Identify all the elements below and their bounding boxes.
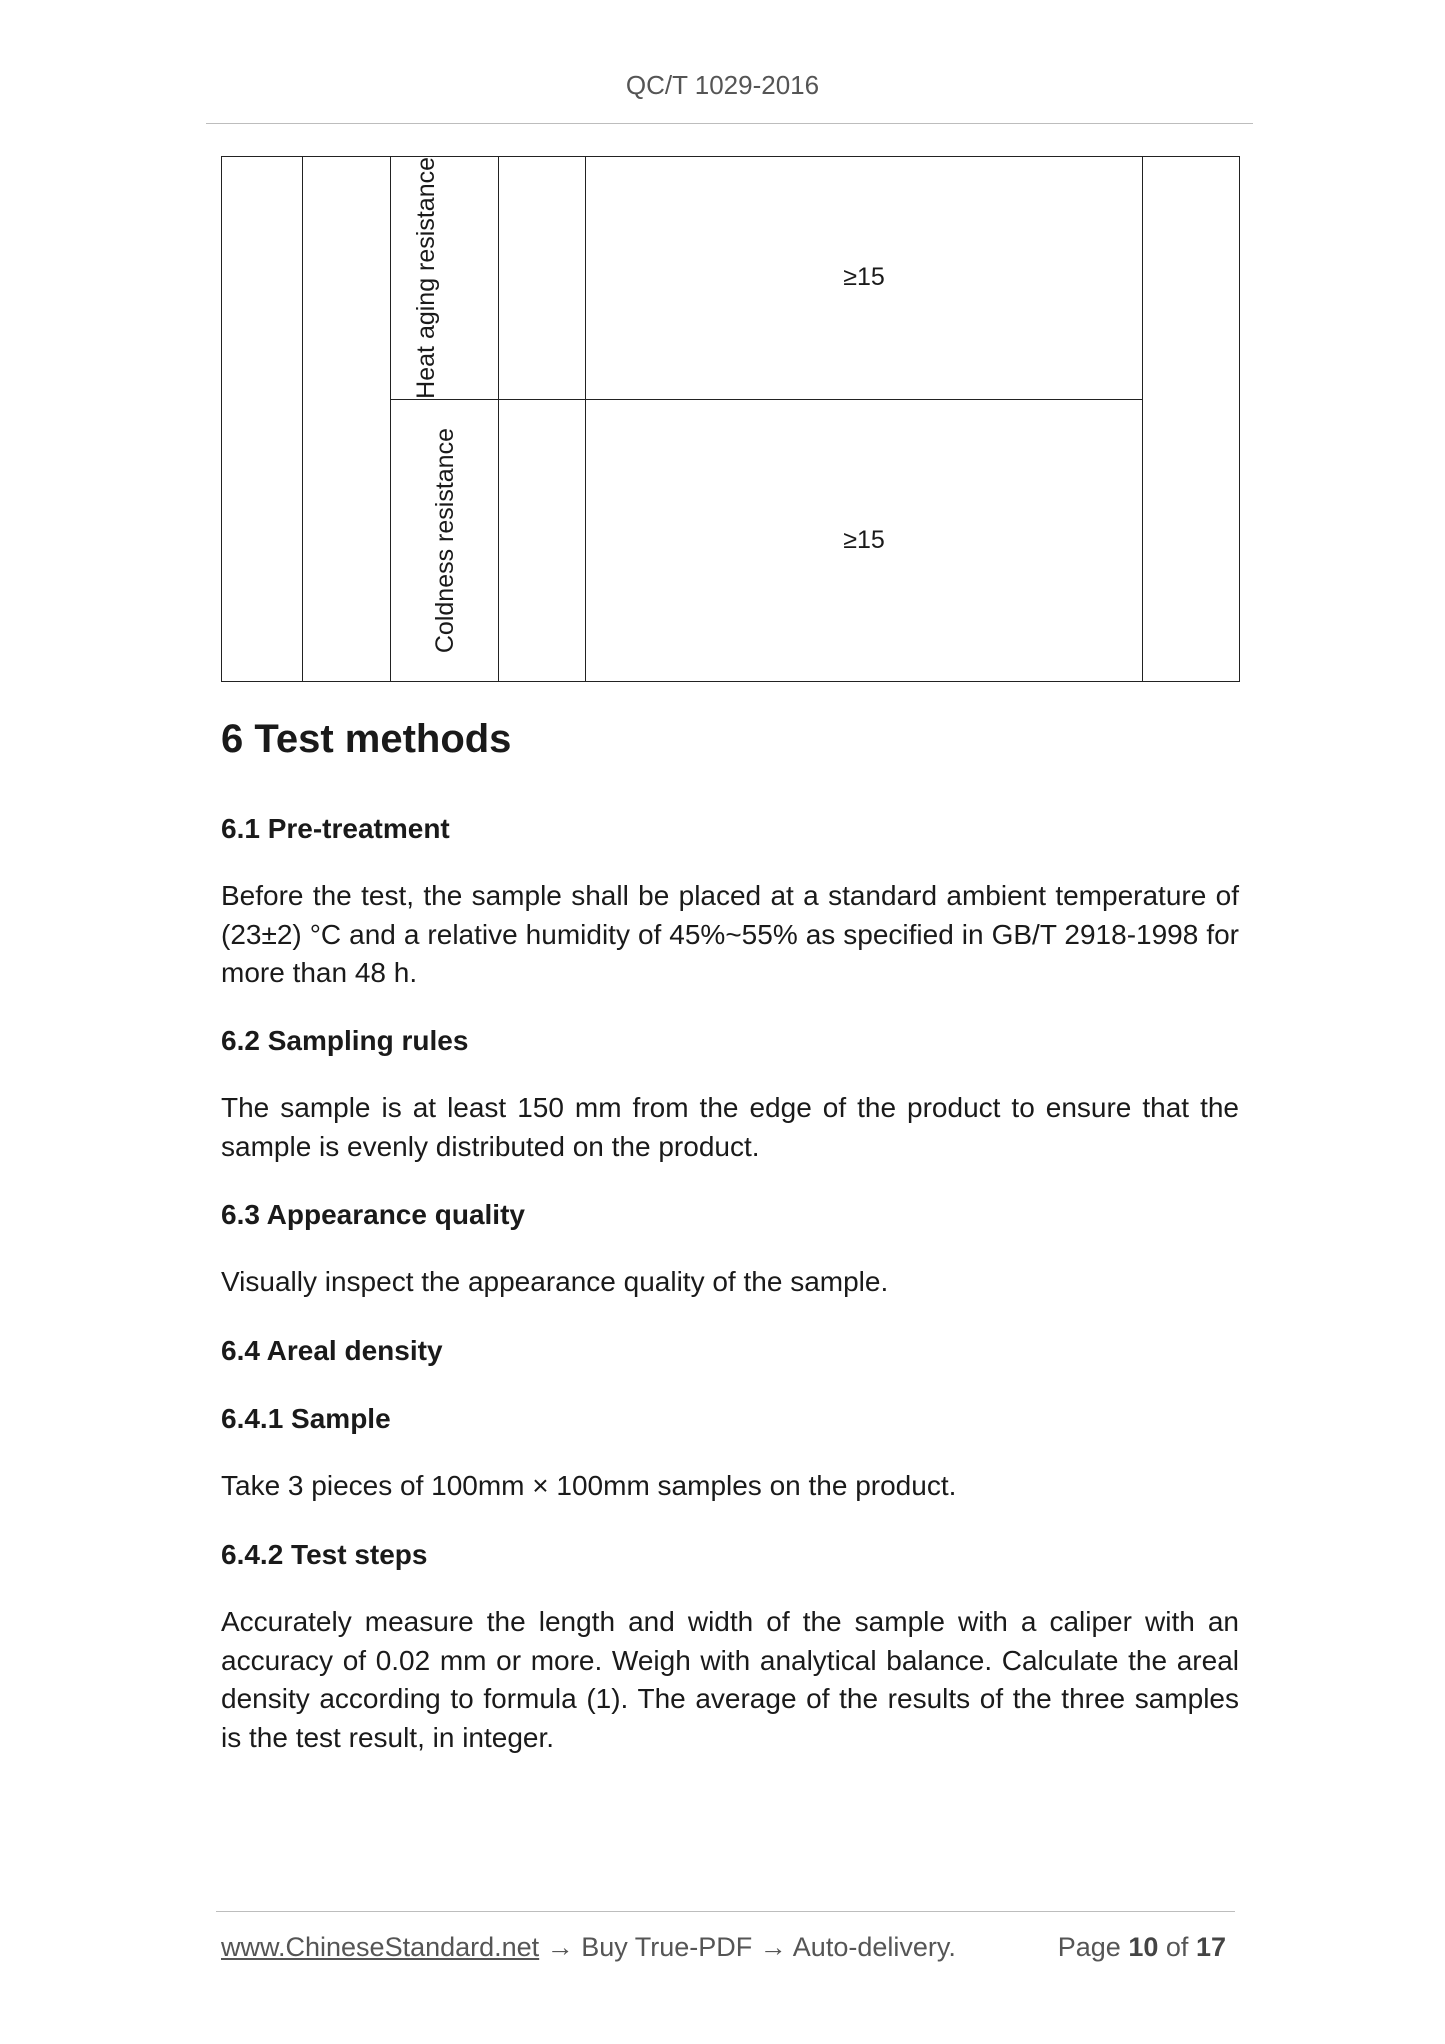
heading-6-4-1: 6.4.1 Sample: [221, 1403, 391, 1434]
table-cell-value: [586, 157, 1143, 400]
footer-site-link[interactable]: www.ChineseStandard.net: [221, 1932, 540, 1962]
footer-buy-text: Buy True-PDF: [581, 1932, 753, 1962]
header-divider: [206, 123, 1253, 124]
heading-6-2: 6.2 Sampling rules: [221, 1025, 469, 1056]
text-6-1: Before the test, the sample shall be placed at a standard ambient temperature of (23±2) °C and a relative humidity of 45%~55% as specified in GB/T 2918-1998 for more than 48 h.: [221, 880, 1239, 988]
page-current: 10: [1128, 1932, 1159, 1962]
page-of: of: [1165, 1932, 1189, 1962]
arrow-right-icon: →: [759, 1932, 787, 1962]
property-heat-aging: Heat aging resistance: [411, 157, 440, 399]
section-title: 6 Test methods: [221, 717, 512, 761]
page-label: Page: [1057, 1932, 1121, 1962]
heading-6-4: 6.4 Areal density: [221, 1335, 443, 1366]
arrow-right-icon: →: [546, 1932, 574, 1962]
value-coldness: ≥15: [843, 525, 885, 554]
text-6-4-2: Accurately measure the length and width of the sample with a caliper with an accuracy of 0.02 mm or more. Weigh with analytical balance. Calculate the areal density according to formula (1). The average of the results of the three samples is the test result, in integer.: [221, 1606, 1239, 1753]
page-indicator: [1058, 1932, 1226, 1963]
table-cell-property: [391, 399, 499, 681]
footer-delivery-text: Auto-delivery.: [792, 1932, 956, 1962]
spec-table: [221, 156, 1240, 682]
heading-6-3: 6.3 Appearance quality: [221, 1199, 525, 1230]
heading-6-4-2: 6.4.2 Test steps: [221, 1539, 428, 1570]
footer-promo: [221, 1932, 956, 1963]
footer-divider: [216, 1911, 1235, 1912]
table-cell-value: [586, 399, 1143, 681]
table-cell-empty: [222, 157, 303, 682]
table-cell-empty: [499, 399, 586, 681]
text-6-3: Visually inspect the appearance quality of the sample.: [221, 1266, 889, 1297]
table-cell-empty: [1143, 157, 1240, 682]
text-6-4-1: Take 3 pieces of 100mm × 100mm samples on the product.: [221, 1470, 957, 1501]
property-coldness: Coldness resistance: [430, 427, 459, 653]
value-heat-aging: ≥15: [843, 263, 885, 292]
header-doc-id: QC/T 1029-2016: [625, 70, 820, 100]
table-row: [222, 157, 1240, 400]
table-cell-empty: [303, 157, 391, 682]
table-cell-property: [391, 157, 499, 400]
heading-6-1: 6.1 Pre-treatment: [221, 813, 450, 844]
table-cell-empty: [499, 157, 586, 400]
page-total: 17: [1195, 1932, 1226, 1962]
text-6-2: The sample is at least 150 mm from the edge of the product to ensure that the sample is evenly distributed on the product.: [221, 1092, 1239, 1162]
